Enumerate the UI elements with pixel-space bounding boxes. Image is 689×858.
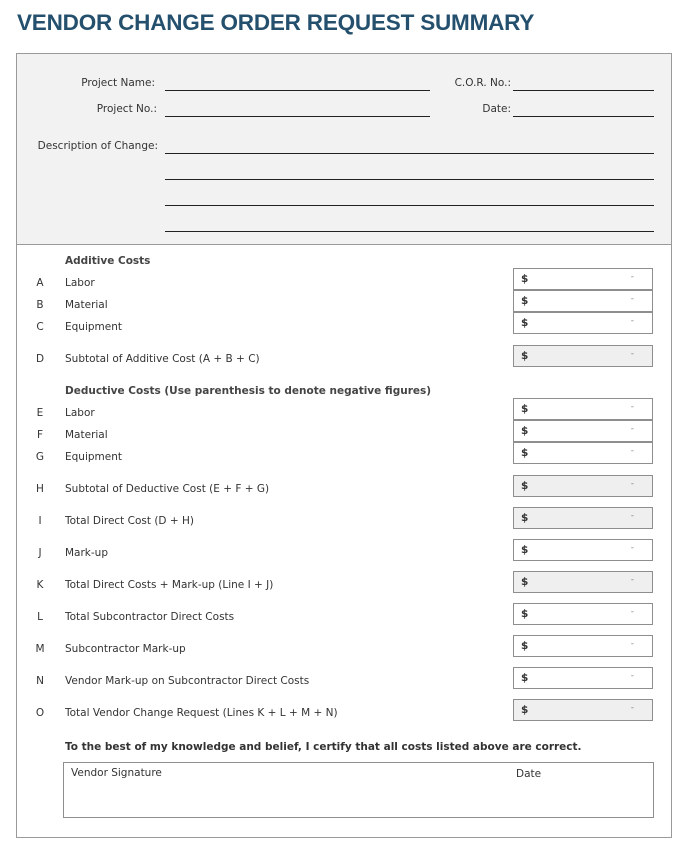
currency-symbol: $ [521,576,529,588]
row-letter: I [38,515,42,527]
page-title: VENDOR CHANGE ORDER REQUEST SUMMARY [17,10,535,35]
currency-symbol: $ [521,512,529,524]
row-letter: C [36,321,44,333]
project-name-label: Project Name: [81,77,155,89]
row-letter: G [35,451,45,463]
amount-value: - [630,424,634,434]
description-line-4[interactable] [165,231,654,232]
amount-value: - [630,479,634,489]
description-line-2[interactable] [165,179,654,180]
description-line-1[interactable] [165,153,654,154]
labor-deductive-amount[interactable] [513,398,653,420]
signature-date-label: Date [516,768,542,780]
vendor-markup-on-sub-amount[interactable] [513,667,653,689]
row-letter: K [36,579,44,591]
currency-symbol: $ [521,350,529,362]
row-letter: H [36,483,44,495]
currency-symbol: $ [521,672,529,684]
total-direct-plus-markup-amount [513,571,653,593]
total-direct-cost-amount [513,507,653,529]
row-letter: M [35,643,45,655]
row-label: Labor [65,407,95,419]
currency-symbol: $ [521,704,529,716]
row-label: Material [65,299,108,311]
currency-symbol: $ [521,480,529,492]
currency-symbol: $ [521,403,529,415]
cor-no-field[interactable] [513,90,654,91]
description-line-3[interactable] [165,205,654,206]
subcontractor-direct-costs-amount[interactable] [513,603,653,625]
row-letter: F [36,429,44,441]
vendor-signature-label: Vendor Signature [71,767,162,779]
row-letter: N [36,675,44,687]
row-label: Equipment [65,451,122,463]
row-letter: L [37,611,43,623]
currency-symbol: $ [521,640,529,652]
deductive-subtotal-amount [513,475,653,497]
currency-symbol: $ [521,295,529,307]
amount-value: - [630,272,634,282]
currency-symbol: $ [521,425,529,437]
description-label: Description of Change: [37,140,158,152]
row-label: Equipment [65,321,122,333]
row-label: Total Subcontractor Direct Costs [65,611,235,623]
certification-statement: To the best of my knowledge and belief, I certify that all costs listed above are correct. [65,741,582,753]
row-letter: J [38,547,42,559]
amount-value: - [630,294,634,304]
row-label: Subtotal of Deductive Cost (E + F + G) [65,483,270,495]
deductive-costs-title: Deductive Costs (Use parenthesis to denote negative figures) [65,385,432,397]
row-label: Subtotal of Additive Cost (A + B + C) [65,353,260,365]
row-label: Mark-up [65,547,108,559]
project-no-label: Project No.: [96,103,157,115]
currency-symbol: $ [521,317,529,329]
row-letter: B [36,299,44,311]
amount-value: - [630,349,634,359]
amount-value: - [630,446,634,456]
currency-symbol: $ [521,544,529,556]
date-field[interactable] [513,116,654,117]
currency-symbol: $ [521,608,529,620]
row-label: Total Direct Cost (D + H) [65,515,194,527]
markup-amount[interactable] [513,539,653,561]
amount-value: - [630,575,634,585]
signature-box[interactable] [63,762,654,818]
row-letter: E [36,407,44,419]
amount-value: - [630,511,634,521]
amount-value: - [630,607,634,617]
form-frame [16,53,672,838]
equipment-deductive-amount[interactable] [513,442,653,464]
row-letter: D [35,353,45,365]
total-vendor-change-request-amount [513,699,653,721]
date-label: Date: [482,103,511,115]
row-label: Total Direct Costs + Mark-up (Line I + J) [65,579,274,591]
additive-subtotal-amount [513,345,653,367]
subcontractor-markup-amount[interactable] [513,635,653,657]
project-name-field[interactable] [165,90,430,91]
amount-value: - [630,639,634,649]
amount-value: - [630,402,634,412]
amount-value: - [630,671,634,681]
row-label: Material [65,429,108,441]
material-additive-amount[interactable] [513,290,653,312]
material-deductive-amount[interactable] [513,420,653,442]
cor-no-label: C.O.R. No.: [454,77,511,89]
additive-costs-title: Additive Costs [65,255,151,267]
row-label: Subcontractor Mark-up [65,643,186,655]
amount-value: - [630,703,634,713]
row-label: Total Vendor Change Request (Lines K + L + M + N) [65,707,338,719]
currency-symbol: $ [521,273,529,285]
currency-symbol: $ [521,447,529,459]
project-no-field[interactable] [165,116,430,117]
row-letter: A [36,277,44,289]
amount-value: - [630,543,634,553]
header-panel [17,54,671,245]
equipment-additive-amount[interactable] [513,312,653,334]
row-letter: O [35,707,45,719]
amount-value: - [630,316,634,326]
row-label: Vendor Mark-up on Subcontractor Direct Costs [65,675,310,687]
row-label: Labor [65,277,95,289]
labor-additive-amount[interactable] [513,268,653,290]
